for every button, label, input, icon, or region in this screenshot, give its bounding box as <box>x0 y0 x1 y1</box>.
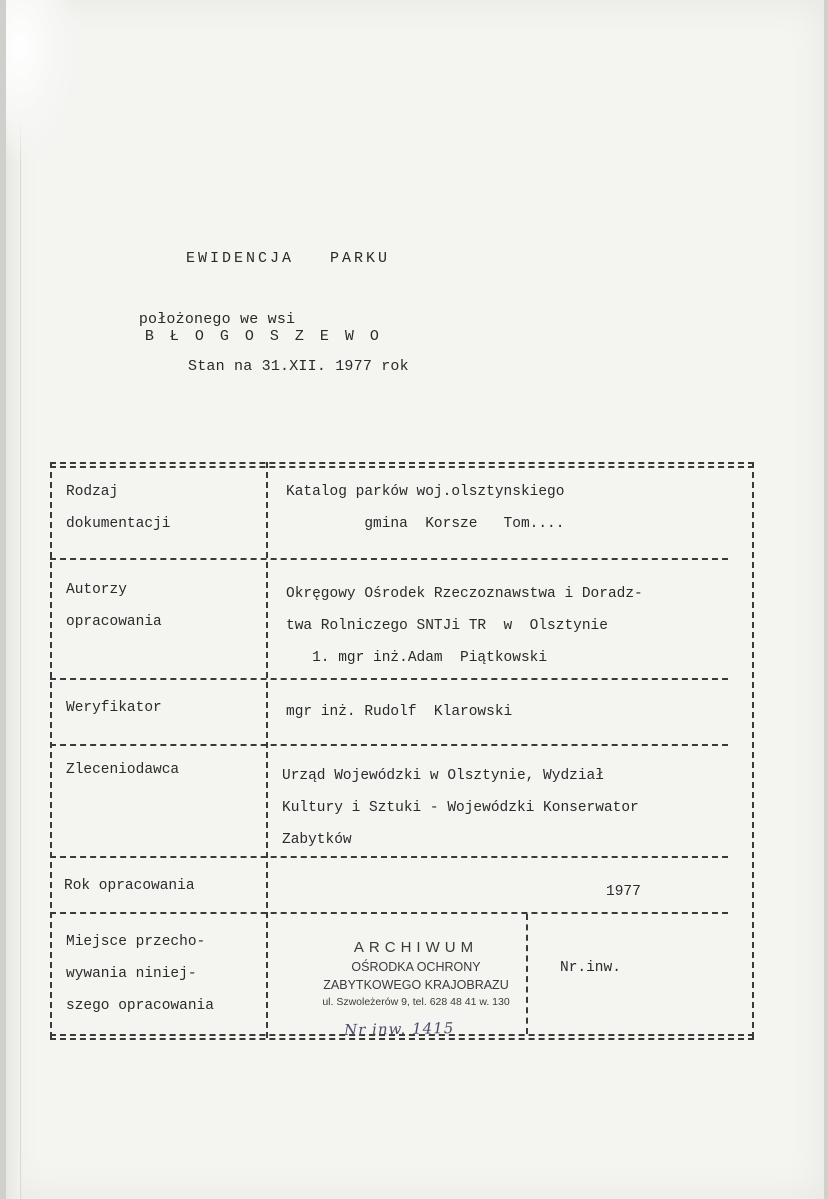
row-divider <box>50 912 728 914</box>
value-rodzaj: Katalog parków woj.olsztynskiego gmina Korsze Tom.... <box>286 484 565 532</box>
binding-edge <box>6 0 21 1199</box>
documentation-table <box>50 462 754 1040</box>
value-autorzy: Okręgowy Ośrodek Rzeczoznawstwa i Doradz- twa Rolniczego SNTJi TR w Olsztynie 1. mgr inż.Adam Piątkowski <box>286 586 643 666</box>
label-rodzaj: Rodzaj dokumentacji <box>66 484 171 532</box>
stamp-line-zabytkowego: ZABYTKOWEGO KRAJOBRAZU <box>323 978 509 992</box>
label-autorzy: Autorzy opracowania <box>66 582 162 630</box>
stamp-line-osrodka: OŚRODKA OCHRONY <box>351 960 481 974</box>
document-title: EWIDENCJA PARKU <box>186 250 391 267</box>
value-zleceniodawca: Urząd Wojewódzki w Olsztynie, Wydział Kultury i Sztuki - Wojewódzki Konserwator Zabytków <box>282 768 639 848</box>
row-divider <box>50 744 728 746</box>
table-left-edge <box>50 462 52 1038</box>
row-divider <box>50 856 728 858</box>
label-rok: Rok opracowania <box>64 878 195 894</box>
label-miejsce: Miejsce przecho- wywania niniej- szego opracowania <box>66 934 214 1014</box>
stamp-line-address: ul. Szwoleżerów 9, tel. 628 48 41 w. 130 <box>322 996 510 1008</box>
label-weryfikator: Weryfikator <box>66 700 162 716</box>
village-name: BŁOGOSZEWO <box>144 328 395 345</box>
inventory-label: Nr.inw. <box>560 960 621 976</box>
value-rok: 1977 <box>606 884 641 900</box>
handwritten-inventory-number: Nr inw. 1415 <box>343 1019 455 1039</box>
table-right-edge <box>752 462 754 1038</box>
stamp-line-archiwum: ARCHIWUM <box>353 939 479 956</box>
column-divider <box>266 462 268 1038</box>
subtitle-prefix: położonego we wsi <box>138 311 296 328</box>
table-top-rule <box>50 462 754 464</box>
value-weryfikator: mgr inż. Rudolf Klarowski <box>286 704 513 720</box>
row-divider <box>50 558 728 560</box>
row-divider <box>50 678 728 680</box>
state-date: Stan na 31.XII. 1977 rok <box>188 358 409 375</box>
paper-wear <box>6 0 76 160</box>
document-page <box>6 0 824 1199</box>
document-subtitle <box>102 294 395 362</box>
label-zleceniodawca: Zleceniodawca <box>66 762 180 778</box>
